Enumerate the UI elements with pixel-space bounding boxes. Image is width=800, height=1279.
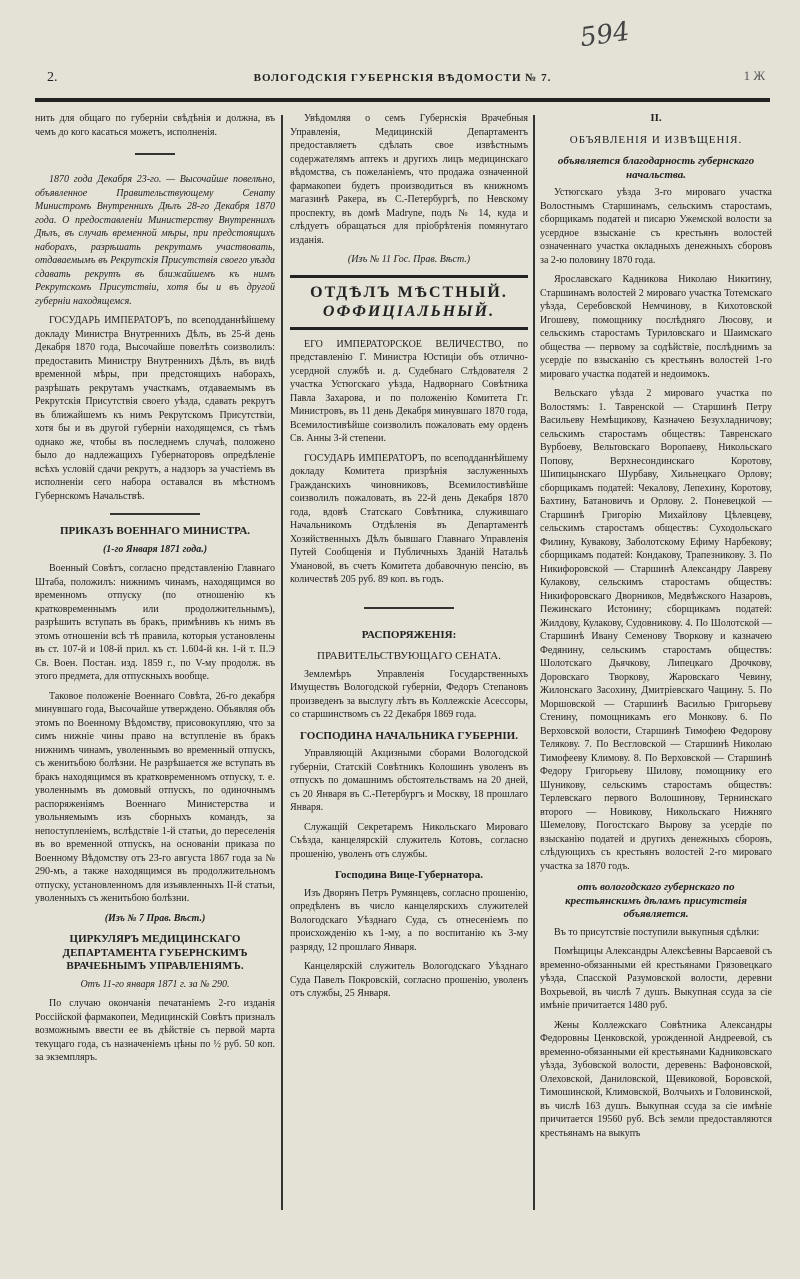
column-2 — [290, 112, 528, 1007]
circular-date: Отъ 11-го января 1871 г. за № 290. — [80, 978, 230, 990]
section-heading: ОБЪЯВЛЕНІЯ И ИЗВѢЩЕНІЯ. — [569, 133, 743, 146]
section-rule — [290, 275, 528, 278]
paragraph: По случаю окончанія печатаніемъ 2-го изданія Россійской фармакопеи, Медицинскій Совѣтъ призналъ возможнымъ ввести ее въ дѣйствіе съ первой марта текущаго года, съ назначеніемъ цѣны по ½ руб. 50 коп. за экземпляръ. — [35, 998, 275, 1063]
header-rule — [35, 98, 770, 102]
separator — [110, 513, 200, 515]
section-heading: РАСПОРЯЖЕНІЯ: — [361, 628, 457, 641]
separator — [135, 153, 175, 155]
section-heading: отъ вологодскаго губернскаго по крестьянскимъ дѣламъ присутствія объявляется. — [565, 881, 747, 920]
separator — [364, 607, 454, 609]
paragraph: Помѣщицы Александры Алексѣевны Варсаевой съ временно-обязанными ей крестьянами Грязовецкаго уѣзда, Спасской Разумовской волости, деревни Вохрьевой, въ числѣ 7 душъ. Выкупная ссуда за сіе имѣніе причитается 1480 руб. — [540, 946, 772, 1011]
handwritten-note: 594 — [578, 16, 632, 54]
masthead-title: ВОЛОГОДСКIЯ ГУБЕРНСКIЯ ВѢДОМОСТИ № 7. — [253, 72, 552, 84]
section-heading: ГОСПОДИНА НАЧАЛЬНИКА ГУБЕРНІИ. — [300, 729, 518, 742]
section-heading: ПРИКАЗЪ ВОЕННАГО МИНИСТРА. — [59, 525, 251, 537]
paragraph: ГОСУДАРЬ ИМПЕРАТОРЪ, по всеподданнѣйшему докладу Комитета призрѣнія заслуженныхъ Гражданскихъ чиновниковъ, Всемилостивѣйше соизволилъ пожаловать, въ 22-й день Декабря 1870 года, вдовѣ Статскаго Совѣтника, служившаго Начальникомъ Отдѣленія въ Департаментѣ Хозяйственныхъ Дѣлъ бывшаго Главнаго Управленія Путей Сообщенія и Публичныхъ Зданій Натальѣ Умановой, въ счетъ Комитета добавочную пенсію, въ количествѣ 205 руб. 89 коп. въ годъ. — [290, 452, 528, 585]
paragraph: Служащій Секретаремъ Никольскаго Мироваго Съѣзда, канцелярскій служитель Котовъ, согласно прошенію, уволенъ отъ службы. — [290, 821, 528, 860]
paragraph: Управляющій Акцизными сборами Вологодской губерніи, Статскій Совѣтникъ Колошинъ уволенъ въ отпускъ по домашнимъ обстоятельствамъ на 20 дней, съ 20 Января въ С.-Петербургъ и Москву, 18 прошлаго Января. — [290, 748, 528, 813]
paragraph: Изъ Дворянъ Петръ Румянцевъ, согласно прошенію, опредѣленъ въ число канцелярскихъ служителей Вологодскаго Уѣзднаго Суда, съ отнесеніемъ по происхожденію къ 1-му, а по воспитанію къ 3-му разряду, 12 прошлаго Января. — [290, 887, 528, 953]
page-number: 2. — [47, 70, 58, 85]
source-reference: (Изъ № 11 Гос. Прав. Вѣст.) — [347, 254, 471, 265]
paragraph: Въ то присутствіе поступили выкупныя сдѣлки: — [554, 926, 760, 938]
paragraph: Вельскаго уѣзда 2 мироваго участка по Волостямъ: 1. Тавренской — Старшинѣ Петру Васильеву Немѣщикову, Казначею Безухладничову; сельскимъ старостамъ обществъ: Тавренскаго Вурбоеву, Вельтовскаго Воропаеву, Никольскаго Попову, Верхнесондинскаго Коротову, Шипицынскаго Шурбаву, Хильнецкаго Орлову; сборщикамъ податей: Чекалову, Лепехину, Коротову, Бахтину, Батановичъ и Орлову. 2. Поневецкой — Старшинѣ Григорію Михайлову Цѣлевцеву, сельскимъ старостамъ обществъ: Суходольскаго Филину, Кувакову, Заболотскому Ефиму Нарбекову; сборщикамъ податей: Кондакову, Трапезникову. 3. По Никифоровской — Старшинѣ Александру Лавреву Кулакову, сельскимъ старостамъ обществъ: Никифоровскаго Дворников, Медвѣжского Назаровъ, Пежинскаго Истонину; сборщикамъ податей: Жилдову, Кулакову, Судовникову. 4. По Шолотской — Старшинѣ Ивану Семенову Творкову и казначею Федянину, сельскимъ старостамъ обществъ: Шолотскаго Дьячкову, Липецкаго Дрочкову, Доровскаго Творкову, Жаровскаго Чевину, Жилонскаго Засохину, Дмитріевскаго Чащину. 5. По Моршовской — Старшинѣ Василью Григорьеву Стенину, помощникамъ его Монкову. 6. По Верховской волости, Старшинѣ Тимофею Федорову Телякову. 7. По Весгловской — Старшинѣ Николаю Тимофееву Климову. 8. По Верховской — Старшинѣ Федору Григорьеву Шилову, помощнику его Шуникову, сельскимъ старостамъ обществъ: Терлевскаго первого Волошинову, Тернинскаго второго — Новикову, Никольскаго Нижняго Шемелову, Погостскаго Вырову за усердіе по взысканію податей и другихъ денежныхъ сборовъ, слѣдующихъ съ крестьянъ волостей 2-го мироваго участка за 1870 годъ. — [540, 388, 772, 872]
paragraph: ЕГО ИМПЕРАТОРСКОЕ ВЕЛИЧЕСТВО, по представленію Г. Министра Юстиціи объ отлично-усердной службѣ и. д. Судебнаго Слѣдователя 2 участка Устюгскаго уѣзда, Надворнаго Совѣтника Павла Захарова, и по положенію Комитета Гг. Министровъ, въ 11 день Декабря минувшаго 1870 года, Всемилостивѣйше соизволилъ пожаловать ему орденъ Св. Анны 3-й степени. — [290, 338, 528, 444]
section-rule — [290, 327, 528, 330]
section-number: II. — [650, 112, 662, 124]
section-heading: объявляется благодарность губернскаго начальства. — [557, 155, 755, 181]
paragraph: Канцелярскій служитель Вологодскаго Уѣзднаго Суда Павелъ Покровскій, согласно прошенію, уволенъ отъ службы, 25 Января. — [290, 961, 528, 999]
paragraph: 1870 года Декабря 23-го. — Высочайше повелѣно, объявленное Правительствующему Сенату Министромъ Внутреннихъ Дѣлъ 28-го Декабря 1870 года. О предоставленіи Министерству Внутреннихъ Дѣлъ, въ случаѣ временной мѣры, при предстоящихъ наборахъ, разрѣшать рекрутамъ участвовать, отдаваемымъ въ Рекрутскія Присутствія своего уѣзда сдавать рекрутъ въ ближайшемъ къ нимъ Рекрутскомъ Присутствіи, хотя бы и въ другой губерніи находящемся. — [35, 174, 275, 307]
section-title: ОФФИЦІАЛЬНЫЙ. — [322, 303, 496, 320]
column-1 — [35, 112, 275, 1071]
paragraph: Таковое положеніе Военнаго Совѣта, 26-го декабря минувшаго года, Высочайше утверждено. Объявляя объ этомъ по Военному Вѣдомству, присовокупляю, что за симъ нижніе чины право на вступленіе въ бракъ нижнимъ чинамъ, уволеннымъ во временный отпускъ, съ женитьбою болѣзни. Не разрѣшается же вступать въ бракъ находящимся въ кратковременномъ отпуску, т. е. уволеннымъ въ домовый отпускъ, по одиночнымъ распоряженіямъ Военнаго Министерства и увольняемымъ изъ сборныхъ командъ, за непоступленіемъ, вслѣдствіе 1-й статьи, до переселенія въ во временной отпускъ, на основаніи приказа по Военному Вѣдомству отъ 23-го августа 1867 года за № 290-мъ, а также находящимся въ продолжительномъ отпуску, установленномъ для изъявленныхъ II-й статьи, уволенныхъ съ женитьбою болѣзни. — [35, 690, 275, 904]
page-header — [35, 70, 770, 94]
column-3 — [540, 112, 772, 1146]
order-date: (1-го Января 1871 года.) — [102, 543, 208, 555]
corner-mark: 1 Ж — [743, 68, 765, 83]
paragraph: нить для общаго по губерніи свѣдѣнія и должна, въ чемъ до кого касаться можетъ, исполненія. — [35, 113, 275, 138]
section-heading: ПРАВИТЕЛЬСТВУЮЩАГО СЕНАТА. — [317, 650, 501, 662]
paragraph: Военный Совѣтъ, согласно представленію Главнаго Штаба, положилъ: нижнимъ чинамъ, находящимся во временномъ отпуску (по отношенію къ кратковременнымъ или продолжительнымъ), разрѣшить вступать въ бракъ, примѣнивъ къ нимъ въ этомъ отношеніи всѣ тѣ правила, которыя установлены въ ст. 107-й и 108-й прил. къ ст. 1.604-й кн. 1-й т. II.Э Св. Воен. Постан. изд. 1859 г., по V-му продолж. въ этого предмета, для отпускныхъ вообще. — [35, 563, 275, 682]
column-divider-2 — [533, 115, 535, 1210]
paragraph: Ярославскаго Кадникова Николаю Никитину, Старшинамъ волостей 2 мироваго участка Тотемскаго уѣзда, Серебовской Немчинову, в Кихотовской Игошеву, помощнику послѣдняго Люсову, и сельскимъ старостамъ Туриловскаго и Шаимскаго общества — первому за содѣйствіе, послѣднимъ за усердіе по взысканію съ крестьянъ волостей 1-го мироваго участка податей и недоимокъ. — [540, 274, 772, 380]
column-divider-1 — [281, 115, 283, 1210]
paragraph: Землемѣръ Управленія Государственныхъ Имуществъ Вологодской губерніи, Федоръ Степановъ произведенъ за выслугу лѣтъ въ Коллежскіе Асессоры, со старшинствомъ съ 22 Декабря 1869 года. — [290, 668, 528, 720]
section-title: ОТДѢЛЪ МѢСТНЫЙ. — [310, 283, 508, 301]
paragraph: Увѣдомляя о семъ Губернскія Врачебныя Управленія, Медицинскій Департаментъ предоставляетъ сдѣлать свое извѣстнымъ содержателямъ аптекъ и другихъ лицъ медицинскаго вѣдомства, съ пожеланіемъ, что продажа означенной фармакопеи будетъ производиться въ книжномъ магазинѣ Ракера, въ С.-Петербургѣ, по Невскому проспекту, въ домѣ Madryne, подъ № 14, куда и слѣдуетъ обращаться для пріобрѣтенія помянутаго изданія. — [290, 113, 528, 246]
paragraph: ГОСУДАРЬ ИМПЕРАТОРЪ, по всеподданнѣйшему докладу Министра Внутреннихъ Дѣлъ, въ 25-й день Декабря 1870 года, Высочайше повелѣть соизволилъ: предоставить Министру Внутреннихъ Дѣлъ, въ видѣ временной мѣры, при предстоящихъ наборахъ, разрѣшать рекрутамъ участкамъ, отдаваемымъ въ Рекрутскія Присутствія своего уѣзда, сдавать рекрутъ въ ближайшемъ къ нимъ Рекрутскомъ Присутствіи, хотя бы и въ другой губерніи находящемся, съ тѣмъ однако же, чтобы въ последнемъ случаѣ, положено было до надлежащихъ Губернаторовъ опредѣленіе всѣхъ условій сдачи рекрутъ, а надзоръ за участіемъ въ исполненіи сего набора оставался въ мѣстномъ Губернскомъ Начальствѣ. — [35, 315, 275, 502]
section-heading: Господина Вице-Губернатора. — [335, 869, 483, 881]
paragraph: Устюгскаго уѣзда 3-го мироваго участка Волостнымъ Старшинамъ, сельскимъ старостамъ, сборщикамъ податей и писарю Ужемской волости за усердное взысканіе съ крестьянъ волостей означеннаго участка окладныхъ денежныхъ сборовъ за 2-ю половину 1870 года. — [540, 187, 772, 266]
source-reference: (Изъ № 7 Прав. Вѣст.) — [104, 912, 206, 924]
paragraph: Жены Коллежскаго Совѣтника Александры Федоровны Ценковской, урожденной Андреевой, съ временно-обязанными ей крестьянами Кадниковскаго уѣзда, Зубовской волости, деревень: Вафоновской, Олеховской, Даниловской, Щевиковой, Боровской, Тимошинской, Климовской, Волчьихъ и Головинской, въ числѣ 163 душъ. Выкупная ссуда за сіе имѣніе причитается 19560 руб. Всѣ земли предоставляются крестьянамъ на выкупъ — [540, 1019, 772, 1139]
section-heading: ЦИРКУЛЯРЪ МЕДИЦИНСКАГО ДЕПАРТАМЕНТА ГУБЕРНСКИМЪ ВРАЧЕБНЫМЪ УПРАВЛЕНІЯМЪ. — [62, 933, 248, 972]
